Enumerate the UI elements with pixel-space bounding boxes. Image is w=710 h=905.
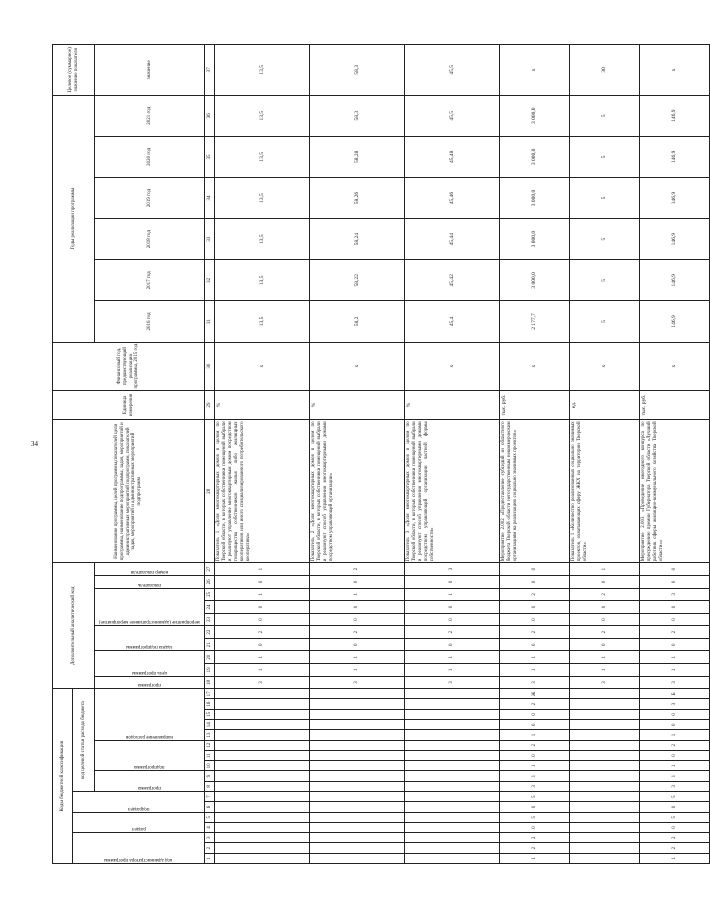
code-cell: 1 [640, 651, 710, 664]
code-cell [215, 853, 310, 863]
code-cell [215, 730, 310, 740]
code-cell: 0 [310, 638, 405, 651]
row-year-value: 146,9 [640, 219, 710, 260]
code-cell [570, 843, 640, 853]
code-cell [570, 822, 640, 832]
code-cell [405, 709, 500, 719]
code-cell: 2 [640, 833, 710, 843]
code-cell [310, 750, 405, 760]
row-unit: % [405, 390, 500, 420]
add-activity-header: мероприятие (административное мероприятие) [99, 619, 200, 625]
code-cell: 5 [500, 792, 570, 802]
column-number: 32 [205, 260, 215, 301]
code-cell: 2 [640, 843, 710, 853]
code-cell: Ж [500, 689, 570, 699]
row-year-value: 5 [570, 260, 640, 301]
code-cell: 3 [405, 563, 500, 576]
code-cell: 0 [500, 563, 570, 576]
code-cell: 1 [500, 651, 570, 664]
column-number: 30 [205, 342, 215, 390]
row-name: Показатель 3 «Доля многоквартирных домов в целом по Тверской области, в которых собственники помещений выбрали и реализуют способ управления многоквартирными домами посредством управляющей организации частной формы собственности» [405, 420, 500, 563]
row-unit: ед. [570, 390, 640, 420]
admin-code-header: код администратора программы [104, 857, 173, 862]
code-cell [310, 802, 405, 812]
column-number: 23 [205, 613, 215, 626]
code-cell: 2 [215, 626, 310, 639]
code-cell: 0 [215, 601, 310, 614]
code-cell [215, 802, 310, 812]
budget-classification-header: Коды бюджетной классификации [53, 689, 73, 864]
code-cell [570, 771, 640, 781]
code-cell: 1 [500, 771, 570, 781]
code-cell: 0 [500, 709, 570, 719]
code-cell: 1 [405, 588, 500, 601]
row-target-value: 45,5 [405, 45, 500, 96]
code-cell [405, 750, 500, 760]
code-cell: 3 [640, 781, 710, 791]
row-base-year: х [310, 342, 405, 390]
row-year-value: 5 [570, 177, 640, 218]
code-cell: 0 [310, 601, 405, 614]
row-year-value: 45,42 [405, 260, 500, 301]
code-cell [405, 761, 500, 771]
row-name: Показатель 1 «Доля многоквартирных домов в целом по Тверской области, в которых собственники помещений выбрали и реализуют управление многоквартирным домом посредством товарищества собственников жилья либо жилищных кооперативов или иного специализированного потребительского кооператива» [215, 420, 310, 563]
column-number: 34 [205, 177, 215, 218]
year-2016-header: 2016 год [95, 301, 205, 342]
code-cell [310, 812, 405, 822]
row-target-value: х [500, 45, 570, 96]
code-cell: 0 [570, 601, 640, 614]
row-year-value: 5 [570, 95, 640, 136]
row-year-value: 146,9 [640, 136, 710, 177]
code-cell [215, 833, 310, 843]
code-cell: 0 [640, 638, 710, 651]
code-cell: 1 [215, 563, 310, 576]
code-cell [405, 853, 500, 863]
column-number: 33 [205, 219, 215, 260]
column-number: 16 [205, 699, 215, 709]
table-row [405, 45, 500, 864]
code-cell: 0 [640, 822, 710, 832]
code-cell: 0 [500, 720, 570, 730]
row-year-value: 13,5 [215, 95, 310, 136]
code-cell: 1 [500, 761, 570, 771]
row-year-value: 5 [570, 301, 640, 342]
row-year-value: 3 000,0 [500, 136, 570, 177]
code-cell: 0 [215, 613, 310, 626]
code-cell: 1 [310, 588, 405, 601]
row-target-value: 13,5 [215, 45, 310, 96]
column-number: 2 [205, 843, 215, 853]
code-cell [215, 843, 310, 853]
column-number: 12 [205, 740, 215, 750]
code-cell: 5 [640, 792, 710, 802]
code-cell: 0 [500, 802, 570, 812]
code-cell [405, 843, 500, 853]
column-number: 25 [205, 588, 215, 601]
code-cell [215, 750, 310, 760]
column-number: 15 [205, 709, 215, 719]
code-cell: 1 [640, 853, 710, 863]
code-cell: 1 [570, 664, 640, 677]
code-cell [570, 833, 640, 843]
code-cell: 2 [500, 740, 570, 750]
code-cell [405, 720, 500, 730]
row-base-year: х [500, 342, 570, 390]
row-target-value: х [640, 45, 710, 96]
row-year-value: 58,3 [310, 95, 405, 136]
code-cell: 0 [405, 601, 500, 614]
code-cell [570, 853, 640, 863]
column-number: 36 [205, 95, 215, 136]
code-cell [310, 771, 405, 781]
row-year-value: 146,9 [640, 95, 710, 136]
row-year-value: 146,9 [640, 301, 710, 342]
section-header: раздел [131, 826, 146, 832]
unit-header: Единица измерения [53, 390, 205, 420]
add-subprogram-task-header: задача подпрограммы [126, 644, 173, 650]
row-year-value: 2 177,7 [500, 301, 570, 342]
code-cell [310, 730, 405, 740]
code-cell: 1 [640, 730, 710, 740]
column-number: 27 [205, 563, 215, 576]
code-cell [405, 689, 500, 699]
year-2021-header: 2021 год [95, 95, 205, 136]
code-cell [570, 689, 640, 699]
row-year-value: 58,28 [310, 136, 405, 177]
code-cell [570, 730, 640, 740]
code-cell: 3 [500, 676, 570, 689]
row-year-value: 13,5 [215, 301, 310, 342]
column-number: 4 [205, 822, 215, 832]
row-year-value: 58,2 [310, 301, 405, 342]
code-cell: 2 [310, 626, 405, 639]
code-cell: 0 [640, 802, 710, 812]
add-program-goal-header: цель программы [131, 669, 168, 675]
program-table [52, 44, 710, 864]
code-cell [215, 792, 310, 802]
code-cell: 0 [640, 601, 710, 614]
code-cell: 1 [215, 651, 310, 664]
code-cell: 0 [310, 613, 405, 626]
code-cell: 1 [215, 664, 310, 677]
code-cell [310, 822, 405, 832]
row-name: Показатель 1 «Количество реализованных социально значимых проектов, охватывающих сферу ЖКХ на территории Тверской области» [570, 420, 640, 563]
code-cell [405, 812, 500, 822]
code-cell [405, 802, 500, 812]
code-cell: 0 [640, 563, 710, 576]
code-cell [310, 792, 405, 802]
code-cell [570, 720, 640, 730]
code-cell: 0 [640, 750, 710, 760]
target-article-header: код целевой статьи расхода бюджета [73, 689, 95, 792]
row-year-value: 13,5 [215, 260, 310, 301]
row-name: Мероприятие 2.002 «Предоставление субсидий из областного бюджета Тверской области негосударственным некоммерческим организациям на реализацию социально значимых проектов» [500, 420, 570, 563]
column-number-row [205, 45, 215, 864]
code-cell: 1 [500, 730, 570, 740]
code-cell: 0 [640, 613, 710, 626]
row-year-value: 45,5 [405, 95, 500, 136]
code-cell [570, 699, 640, 709]
code-cell [405, 730, 500, 740]
code-cell [405, 792, 500, 802]
column-number: 22 [205, 626, 215, 639]
code-cell [215, 699, 310, 709]
row-base-year: х [215, 342, 310, 390]
page-number: 34 [31, 440, 38, 448]
code-cell: 3 [640, 699, 710, 709]
rotated-sheet [52, 44, 678, 864]
code-cell [570, 792, 640, 802]
code-cell: 3 [640, 676, 710, 689]
row-year-value: 45,46 [405, 177, 500, 218]
row-base-year: х [640, 342, 710, 390]
column-number: 35 [205, 136, 215, 177]
code-cell: 0 [500, 576, 570, 589]
code-cell [570, 812, 640, 822]
column-number: 28 [205, 420, 215, 563]
column-number: 1 [205, 853, 215, 863]
year-2018-header: 2018 год [95, 219, 205, 260]
expense-direction-header: направление расходов [126, 733, 173, 739]
code-cell: 2 [570, 588, 640, 601]
code-cell: 0 [310, 576, 405, 589]
row-year-value: 45,48 [405, 136, 500, 177]
code-cell [570, 761, 640, 771]
column-number: 7 [205, 792, 215, 802]
code-cell [215, 720, 310, 730]
row-year-value: 13,5 [215, 177, 310, 218]
row-base-year: х [570, 342, 640, 390]
code-cell: 1 [640, 761, 710, 771]
row-year-value: 13,5 [215, 136, 310, 177]
code-cell [215, 822, 310, 832]
row-base-year: х [405, 342, 500, 390]
code-cell [405, 833, 500, 843]
code-cell [405, 771, 500, 781]
row-year-value: 3 000,0 [500, 219, 570, 260]
code-cell [405, 822, 500, 832]
code-cell: 0 [500, 638, 570, 651]
code-cell: 2 [500, 833, 570, 843]
column-number: 29 [205, 390, 215, 420]
code-cell: 3 [215, 676, 310, 689]
code-cell: 0 [640, 576, 710, 589]
code-cell [310, 699, 405, 709]
code-cell [215, 740, 310, 750]
row-year-value: 3 000,0 [500, 95, 570, 136]
column-number: 17 [205, 689, 215, 699]
code-cell [215, 781, 310, 791]
code-cell: 1 [640, 664, 710, 677]
code-cell: 0 [500, 750, 570, 760]
code-cell [570, 740, 640, 750]
target-value-header: значение [95, 45, 205, 96]
code-cell: 2 [570, 626, 640, 639]
code-cell: 0 [570, 576, 640, 589]
code-cell: 3 [640, 588, 710, 601]
program-code-header: программа [138, 785, 161, 791]
code-cell [570, 709, 640, 719]
row-unit: % [215, 390, 310, 420]
row-year-value: 45,44 [405, 219, 500, 260]
code-cell: 2 [405, 626, 500, 639]
year-2017-header: 2017 год [95, 260, 205, 301]
code-cell: 2 [500, 626, 570, 639]
column-number: 13 [205, 730, 215, 740]
column-number: 24 [205, 601, 215, 614]
row-year-value: 45,4 [405, 301, 500, 342]
column-number: 18 [205, 676, 215, 689]
code-cell: 0 [500, 601, 570, 614]
column-number: 5 [205, 812, 215, 822]
row-unit: тыс. руб. [640, 390, 710, 420]
row-target-value: 30 [570, 45, 640, 96]
row-name: Мероприятие 2.003 «Проведение ежегодного конкурса по присуждению премии Губернатора Тверской области «Лучший работник сферы жилищно-коммунального хозяйства Тверской области»» [640, 420, 710, 563]
row-year-value: 58,24 [310, 219, 405, 260]
code-cell: 1 [215, 588, 310, 601]
row-year-value: 3 000,0 [500, 177, 570, 218]
code-cell [570, 802, 640, 812]
code-cell: 0 [570, 638, 640, 651]
row-unit: % [310, 390, 405, 420]
name-header: Наименование программы, целей программы,показателей цели программы, наименование подпрограммы, задач, мероприятий и административных мероприятий подпрограмм, показателей задач, мероприятий и административных мероприятий подпрограмм [53, 420, 205, 563]
code-cell [310, 740, 405, 750]
financial-year-header: Финансовый год, предшествующий реализации программы, 2015 год [53, 342, 205, 390]
row-target-value: 58,3 [310, 45, 405, 96]
code-cell: 1 [405, 651, 500, 664]
code-cell: 0 [405, 576, 500, 589]
column-number: 14 [205, 720, 215, 730]
row-year-value: 13,5 [215, 219, 310, 260]
target-header: Целевое (суммарное) значение показателя [53, 45, 95, 96]
code-cell: 0 [640, 709, 710, 719]
code-cell: 3 [570, 676, 640, 689]
add-indicator-header: показатель [138, 581, 161, 587]
column-number: 11 [205, 750, 215, 760]
code-cell: 2 [640, 740, 710, 750]
code-cell: 2 [500, 588, 570, 601]
code-cell [310, 843, 405, 853]
column-number: 3 [205, 833, 215, 843]
code-cell: 0 [570, 613, 640, 626]
column-number: 6 [205, 802, 215, 812]
code-cell [215, 771, 310, 781]
row-unit: тыс. руб. [500, 390, 570, 420]
table-row [310, 45, 405, 864]
code-cell [570, 781, 640, 791]
code-cell [570, 750, 640, 760]
table-row [570, 45, 640, 864]
table-row [640, 45, 710, 864]
code-cell: 3 [405, 676, 500, 689]
column-number: 37 [205, 45, 215, 96]
subsection-header: подраздел [127, 805, 150, 811]
row-year-value: 146,9 [640, 260, 710, 301]
code-cell [215, 812, 310, 822]
code-cell: 1 [405, 664, 500, 677]
column-number: 8 [205, 781, 215, 791]
year-2020-header: 2020 год [95, 136, 205, 177]
row-year-value: 58,22 [310, 260, 405, 301]
code-cell: Б [640, 689, 710, 699]
code-cell [215, 709, 310, 719]
code-cell [310, 853, 405, 863]
table-row [500, 45, 570, 864]
column-number: 10 [205, 761, 215, 771]
additional-code-header: Дополнительный аналитический код [53, 563, 95, 689]
code-cell: 1 [640, 771, 710, 781]
code-cell: 0 [500, 822, 570, 832]
code-cell: 5 [640, 812, 710, 822]
code-cell [215, 689, 310, 699]
code-cell: 0 [215, 638, 310, 651]
column-number: 31 [205, 301, 215, 342]
subprogram-code-header: подпрограмма [134, 764, 165, 770]
row-year-value: 5 [570, 136, 640, 177]
code-cell: 0 [405, 613, 500, 626]
column-number: 26 [205, 576, 215, 589]
code-cell: 2 [500, 843, 570, 853]
row-year-value: 5 [570, 219, 640, 260]
code-cell [215, 761, 310, 771]
code-cell: 1 [500, 664, 570, 677]
code-cell [310, 709, 405, 719]
add-indicator-number-header: номер показателя [130, 569, 169, 575]
code-cell: 2 [500, 699, 570, 709]
column-number: 20 [205, 651, 215, 664]
code-cell: 2 [640, 626, 710, 639]
code-cell: 5 [500, 812, 570, 822]
year-2019-header: 2019 год [95, 177, 205, 218]
code-cell: 3 [310, 676, 405, 689]
code-cell [405, 699, 500, 709]
column-number: 9 [205, 771, 215, 781]
row-name: Показатель 2 «Доля многоквартирных домов в целом по Тверской области, в которых собственники помещений выбрали и реализуют способ управления многоквартирными домами посредством управляющей организации» [310, 420, 405, 563]
code-cell: 0 [500, 613, 570, 626]
code-cell [310, 720, 405, 730]
code-cell: 1 [500, 853, 570, 863]
code-cell: 2 [310, 563, 405, 576]
code-cell: 1 [570, 563, 640, 576]
code-cell [310, 689, 405, 699]
column-number: 19 [205, 664, 215, 677]
code-cell [310, 833, 405, 843]
code-cell [310, 781, 405, 791]
code-cell: 3 [500, 781, 570, 791]
code-cell: 1 [570, 651, 640, 664]
code-cell: 1 [310, 664, 405, 677]
code-cell: 1 [310, 651, 405, 664]
code-cell: 0 [405, 638, 500, 651]
row-year-value: 58,26 [310, 177, 405, 218]
row-year-value: 3 000,0 [500, 260, 570, 301]
code-cell [405, 740, 500, 750]
table-row [215, 45, 310, 864]
code-cell [405, 781, 500, 791]
row-year-value: 146,9 [640, 177, 710, 218]
code-cell: 0 [215, 576, 310, 589]
code-cell: 0 [640, 720, 710, 730]
code-cell [310, 761, 405, 771]
add-program-header: программа [138, 682, 161, 688]
years-header: Годы реализации программы [53, 95, 95, 342]
column-number: 21 [205, 638, 215, 651]
